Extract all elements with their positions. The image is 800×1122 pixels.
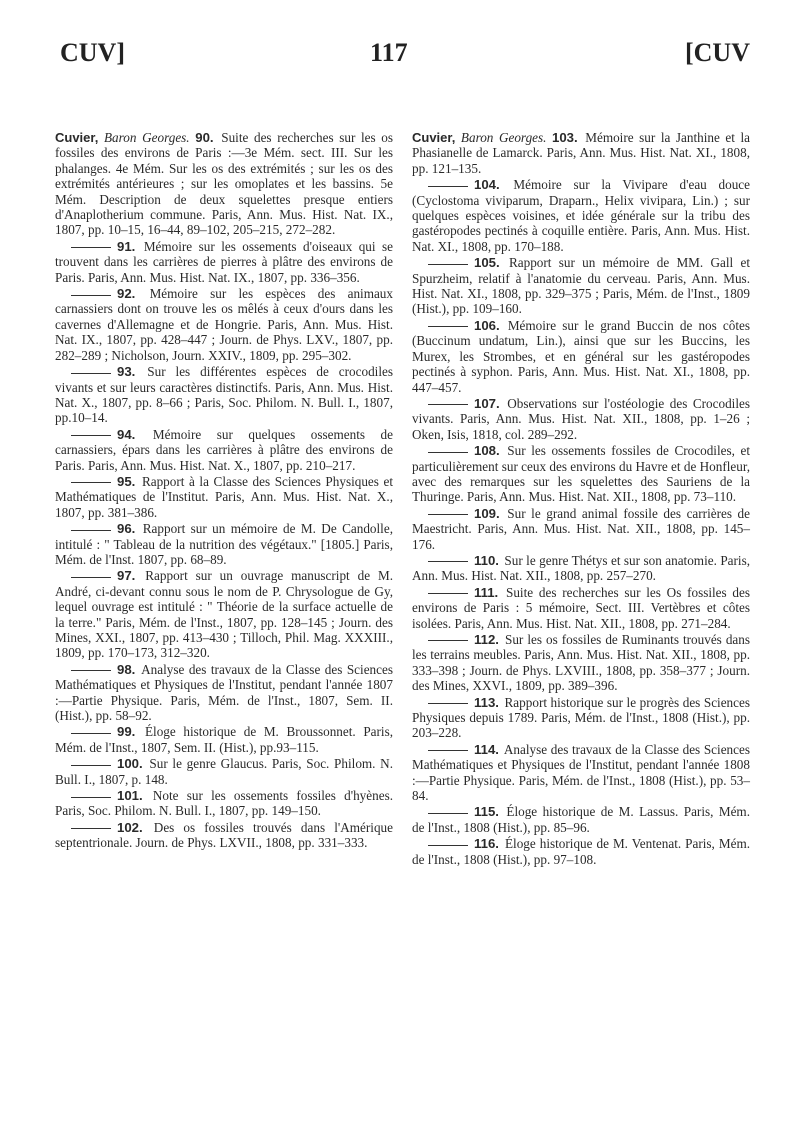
entry-text: Mémoire sur les ossements d'oiseaux qui se trouvent dans les carrières de pierres à plâtre des environs de Paris. Paris, Ann. Mus. Hist. Nat. IX., 1807, pp. 336–356. bbox=[55, 238, 393, 285]
entry-text: Éloge historique de M. Broussonnet. Paris, Mém. de l'Inst., 1807, Sem. II. (Hist.), pp.93–115. bbox=[55, 724, 394, 755]
entry-number: 116. bbox=[474, 836, 499, 852]
bibliography-entry bbox=[55, 724, 393, 755]
bibliography-entry bbox=[55, 239, 393, 285]
entry-text: Suite des recherches sur les Os fossiles des environs de Paris : 5 mémoire, Sect. III. Vertèbres et côtes isolées. Paris, Ann. Mus. Hist. Nat. XII., 1808, pp. 271–284. bbox=[412, 584, 751, 631]
bibliography-entry bbox=[412, 177, 750, 254]
ditto-dash bbox=[428, 452, 468, 453]
entry-text: Rapport sur un mémoire de MM. Gall et Spurzheim, relatif à l'anatomie du cerveau. Paris, Ann. Mus. Hist. Nat. XI., 1808, pp. 329–375 ; Paris, Mém. de l'Inst., 1809 (Hist.), pp. 109–160. bbox=[412, 255, 750, 317]
entry-text: Rapport historique sur le progrès des Sciences Physiques depuis 1789. Paris, Mém. de l'Inst., 1808 (Hist.), pp. 203–228. bbox=[412, 694, 750, 741]
header-right: [CUV bbox=[685, 38, 750, 67]
bibliography-entry bbox=[412, 632, 750, 694]
bibliography-entry bbox=[55, 788, 393, 819]
ditto-dash bbox=[71, 577, 111, 578]
entry-number: 115. bbox=[474, 804, 499, 820]
ditto-dash bbox=[71, 670, 111, 671]
entry-number: 108. bbox=[474, 443, 500, 459]
ditto-dash bbox=[428, 813, 468, 814]
entry-text: Rapport sur un mémoire de M. De Candolle, intitulé : " Tableau de la nutrition des végétaux." [1805.] Paris, Mém. de l'Inst. 1807, pp. 68–89. bbox=[55, 521, 393, 567]
bibliography-entry bbox=[55, 820, 393, 851]
bibliography-entry bbox=[412, 804, 750, 835]
entry-number: 107. bbox=[474, 395, 500, 411]
entry-text: Mémoire sur le grand Buccin de nos côtes (Buccinum undatum, Lin.), ainsi que sur les Buccins, les Murex, les Strombes, et en général sur les gastéropodes pectinés à syphon. Paris, Ann. Mus. Hist. Nat. XI., 1808, pp. 447–457. bbox=[412, 317, 750, 395]
entry-number: 100. bbox=[117, 756, 143, 772]
ditto-dash bbox=[428, 404, 468, 405]
entry-author: Cuvier, bbox=[55, 130, 99, 145]
entry-text: Observations sur l'ostéologie des Crocodiles vivants. Paris, Ann. Mus. Hist. Nat. XII., 1808, pp. 1–26 ; Oken, Isis, 1818, col. 289–292. bbox=[412, 395, 750, 442]
entry-number: 101. bbox=[117, 788, 143, 804]
bibliography-entry bbox=[412, 836, 750, 867]
right-column bbox=[412, 130, 750, 868]
ditto-dash bbox=[428, 750, 468, 751]
ditto-dash bbox=[428, 326, 468, 327]
entry-text: Sur le grand animal fossile des carrières de Maestricht. Paris, Ann. Mus. Hist. Nat. XII., 1808, pp. 145–176. bbox=[412, 505, 750, 552]
entry-text: Note sur les ossements fossiles d'hyènes. Paris, Soc. Philom. N. Bull. I., 1807, pp. 149–150. bbox=[55, 788, 394, 819]
header-left: CUV] bbox=[60, 38, 125, 67]
entry-number: 112. bbox=[474, 632, 499, 647]
ditto-dash bbox=[428, 514, 468, 515]
ditto-dash bbox=[71, 247, 111, 248]
bibliography-entry bbox=[55, 521, 393, 567]
entry-text: Sur le genre Thétys et sur son anatomie. Paris, Ann. Mus. Hist. Nat. XII., 1808, pp. 257–270. bbox=[412, 552, 750, 584]
ditto-dash bbox=[71, 797, 111, 798]
bibliography-entry bbox=[55, 568, 393, 660]
ditto-dash bbox=[71, 530, 111, 531]
entry-text: Sur les différentes espèces de crocodiles vivants et sur leurs caractères distinctifs. Paris, Ann. Mus. Hist. Nat. X., 1807, pp. 8–66 ; Paris, Soc. Philom. N. Bull. I., 1807, pp.10–14. bbox=[55, 364, 393, 426]
ditto-dash bbox=[71, 482, 111, 483]
ditto-dash bbox=[428, 845, 468, 846]
ditto-dash bbox=[428, 186, 468, 187]
entry-text: Rapport à la Classe des Sciences Physiques et Mathématiques de l'Institut. Paris, Ann. Mus. Hist. Nat. X., 1807, pp. 381–386. bbox=[55, 473, 394, 520]
bibliography-entry bbox=[412, 506, 750, 552]
ditto-dash bbox=[71, 765, 111, 766]
bibliography-entry bbox=[55, 756, 393, 787]
entry-text: Mémoire sur la Vivipare d'eau douce (Cyclostoma viviparum, Draparn., Helix vivipara, Lin.) ; sur quelques espèces voisines, et idée générale sur la tribu des gastéropodes pectinés à coquille entière. Paris, Ann. Mus. Hist. Nat. XI., 1808, pp. 170–188. bbox=[412, 177, 750, 254]
entry-number: 94. bbox=[117, 426, 136, 442]
ditto-dash bbox=[71, 733, 111, 734]
bibliography-entry bbox=[55, 427, 393, 473]
entry-text: Éloge historique de M. Lassus. Paris, Mém. de l'Inst., 1808 (Hist.), pp. 85–96. bbox=[412, 804, 750, 835]
entry-author-title: Baron Georges. bbox=[460, 130, 547, 145]
entry-text: Suite des recherches sur les os fossiles des environs de Paris :—3e Mém. sect. III. Sur les phalanges. 4e Mém. Sur les os des extrémités ; sur les os des extrémités antérieures ; sur les omoplates et les bassins. 5e Mém. Description de deux squelettes presque entiers d'Anaplotherium commune. Paris, Ann. Mus. Hist. Nat. IX., 1807, pp. 10–15, 16–44, 89–102, 205–215, 272–282. bbox=[55, 130, 393, 238]
entry-text: Mémoire sur les espèces des animaux carnassiers dont on trouve les os mêlés à ceux d'ours dans les cavernes d'Allemagne et de Hongrie. Paris, Ann. Mus. Hist. Nat. IX., 1807, pp. 428–447 ; Journ. de Phys. LXV., 1807, pp. 282–289 ; Nicholson, Journ. XXIV., 1809, pp. 295–302. bbox=[55, 286, 393, 363]
bibliography-entry bbox=[412, 553, 750, 584]
entry-author: Cuvier, bbox=[412, 130, 456, 145]
bibliography-entry bbox=[412, 255, 750, 317]
entry-number: 96. bbox=[117, 521, 136, 537]
bibliography-entry bbox=[412, 443, 750, 505]
entry-text: Analyse des travaux de la Classe des Sciences Mathématiques et Physiques de l'Institut, pendant l'année 1808 :—Partie Physique. Paris, Mém. de l'Inst., 1808 (Hist.), pp. 53–84. bbox=[412, 741, 750, 804]
bibliography-entry bbox=[55, 364, 393, 426]
bibliography-entry bbox=[55, 474, 393, 520]
bibliography-entry bbox=[55, 662, 393, 724]
ditto-dash bbox=[428, 593, 468, 594]
entry-number: 114. bbox=[474, 741, 499, 757]
ditto-dash bbox=[428, 561, 468, 562]
entry-number: 104. bbox=[474, 177, 500, 193]
page-number: 117 bbox=[370, 38, 408, 67]
entry-text: Éloge historique de M. Ventenat. Paris, Mém. de l'Inst., 1808 (Hist.), pp. 97–108. bbox=[412, 836, 750, 867]
entry-number: 93. bbox=[117, 364, 136, 380]
entry-number: 113. bbox=[474, 694, 499, 710]
entry-author-title: Baron Georges. bbox=[104, 130, 190, 145]
ditto-dash bbox=[71, 828, 111, 829]
entry-number: 109. bbox=[474, 505, 500, 521]
bibliography-entry bbox=[412, 695, 750, 741]
bibliography-entry bbox=[412, 396, 750, 442]
left-column bbox=[55, 130, 393, 852]
bibliography-entry bbox=[55, 286, 393, 363]
entry-text: Mémoire sur la Janthine et la Phasianelle de Lamarck. Paris, Ann. Mus. Hist. Nat. XI., 1808, pp. 121–135. bbox=[412, 130, 751, 176]
entry-number: 103. bbox=[552, 130, 578, 145]
entry-number: 92. bbox=[117, 286, 136, 302]
bibliography-entry bbox=[412, 130, 750, 176]
entry-number: 105. bbox=[474, 255, 500, 271]
ditto-dash bbox=[71, 435, 111, 436]
bibliography-entry bbox=[55, 130, 393, 238]
entry-text: Sur le genre Glaucus. Paris, Soc. Philom. N. Bull. I., 1807, p. 148. bbox=[55, 756, 394, 787]
bibliography-entry bbox=[412, 585, 750, 631]
entry-number: 97. bbox=[117, 568, 136, 584]
ditto-dash bbox=[71, 295, 111, 296]
bibliography-entry bbox=[412, 742, 750, 804]
entry-number: 95. bbox=[117, 473, 136, 489]
entry-text: Analyse des travaux de la Classe des Sciences Mathématiques et Physiques de l'Institut, pendant l'année 1807 :—Partie Physique. Paris, Mém. de l'Inst., 1807, Sem. II. (Hist.), pp. 58–92. bbox=[55, 661, 393, 724]
ditto-dash bbox=[428, 703, 468, 704]
ditto-dash bbox=[428, 640, 468, 641]
running-header bbox=[60, 38, 750, 68]
ditto-dash bbox=[428, 264, 468, 265]
entry-number: 98. bbox=[117, 661, 136, 677]
entry-text: Sur les ossements fossiles de Crocodiles, et particulièrement sur ceux des environs du Havre et de Honfleur, avec des remarques sur les squelettes des Sauriens de la Thuringe. Paris, Ann. Mus. Hist. Nat. XII., 1808, pp. 73–110. bbox=[412, 443, 751, 505]
entry-text: Sur les os fossiles de Ruminants trouvés dans les terrains meubles. Paris, Ann. Mus. Hist. Nat. XII., 1808, pp. 333–398 ; Journ. de Phys. LXVIII., 1808, pp. 358–377 ; Journ. des Mines, XXVI., 1809, pp. 389–396. bbox=[412, 632, 750, 694]
entry-number: 91. bbox=[117, 238, 136, 254]
entry-number: 111. bbox=[474, 584, 499, 600]
entry-number: 99. bbox=[117, 724, 136, 740]
entry-text: Mémoire sur quelques ossements de carnassiers, épars dans les carrières à plâtre des environs de Paris. Paris, Ann. Mus. Hist. Nat. X., 1807, pp. 210–217. bbox=[55, 426, 393, 473]
entry-text: Rapport sur un ouvrage manuscript de M. André, ci-devant connu sous le nom de P. Chrysologue de Gy, lequel ouvrage est intitulé : " Théorie de la surface actuelle de la terre." Paris, Mém. de l'Inst., 1807, pp. 128–145 ; Journ. des Mines, XXI., 1807, pp. 413–430 ; Tilloch, Phil. Mag. XXXIII., 1809, pp. 170–173, 312–320. bbox=[55, 568, 393, 661]
entry-text: Des os fossiles trouvés dans l'Amérique septentrionale. Journ. de Phys. LXVII., 1808, pp. 331–333. bbox=[55, 819, 393, 851]
entry-number: 106. bbox=[474, 317, 500, 333]
entry-number: 110. bbox=[474, 552, 499, 568]
entry-number: 90. bbox=[195, 130, 214, 145]
bibliography-entry bbox=[412, 318, 750, 395]
entry-number: 102. bbox=[117, 819, 143, 835]
ditto-dash bbox=[71, 373, 111, 374]
